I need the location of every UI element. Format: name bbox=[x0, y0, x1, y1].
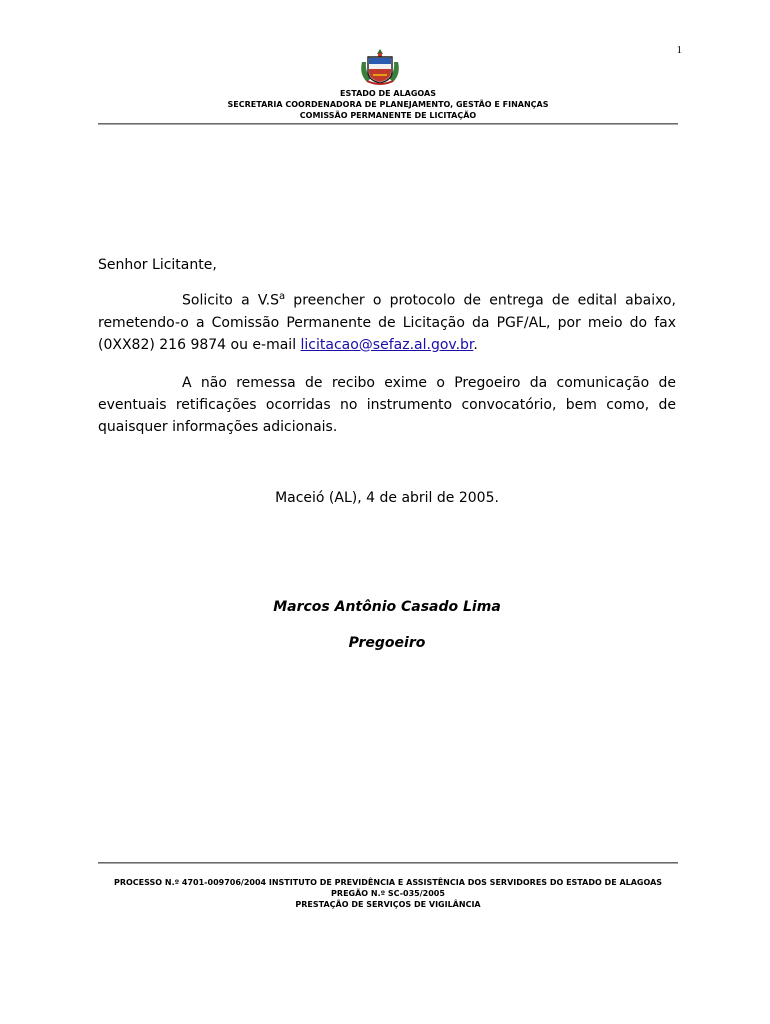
signer-name: Marcos Antônio Casado Lima bbox=[273, 599, 501, 615]
page-number: 1 bbox=[676, 44, 682, 56]
paragraph-notice bbox=[98, 372, 676, 438]
header-commission: COMISSÃO PERMANENTE DE LICITAÇÃO bbox=[299, 111, 477, 120]
signer-role: Pregoeiro bbox=[348, 635, 426, 651]
header-divider bbox=[98, 123, 678, 125]
para2-text: A não remessa de recibo exime o Pregoeiro da comunicação de eventuais retificações ocorridas no instrumento convocatório, bem como, de quaisquer informações adicionais. bbox=[98, 375, 676, 435]
footer-divider bbox=[98, 862, 678, 864]
para1-end: . bbox=[473, 336, 478, 353]
document-header bbox=[98, 88, 678, 121]
footer-service: PRESTAÇÃO DE SERVIÇOS DE VIGILÂNCIA bbox=[295, 900, 481, 909]
para1-superscript: a bbox=[278, 291, 286, 302]
letter-date: Maceió (AL), 4 de abril de 2005. bbox=[275, 490, 499, 506]
footer-auction: PREGÃO N.º SC-035/2005 bbox=[331, 889, 445, 898]
footer-process: PROCESSO N.º 4701-009706/2004 INSTITUTO DE PREVIDÊNCIA E ASSISTÊNCIA DOS SERVIDORES DO ESTADO DE ALAGOAS bbox=[113, 878, 663, 887]
para1-main: preencher o protocolo de entrega de edital abaixo, remetendo-o a Comissão Permanente de Licitação da PGF/AL, por meio do fax (0XX82) 216 9874 ou e-mail bbox=[98, 292, 676, 353]
document-footer bbox=[98, 877, 678, 910]
email-link[interactable]: licitacao@sefaz.al.gov.br bbox=[300, 336, 474, 353]
header-secretariat: SECRETARIA COORDENADORA DE PLANEJAMENTO, GESTÃO E FINANÇAS bbox=[227, 100, 549, 109]
header-state: ESTADO DE ALAGOAS bbox=[340, 89, 436, 98]
salutation: Senhor Licitante, bbox=[98, 257, 217, 273]
para1-lead: Solicito a V.S bbox=[182, 292, 279, 309]
paragraph-request bbox=[98, 286, 676, 356]
alagoas-coat-of-arms-icon bbox=[359, 48, 401, 86]
